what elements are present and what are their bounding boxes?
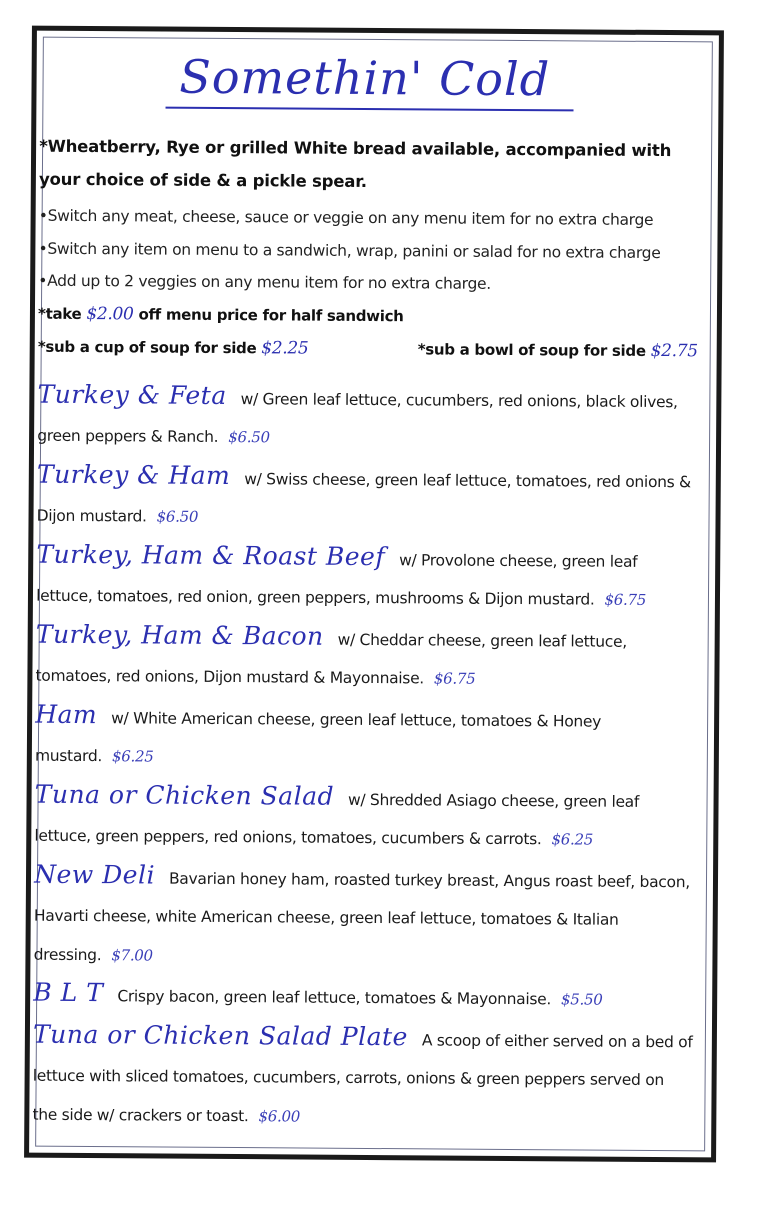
item-name: Tuna or Chicken Salad Plate <box>32 1019 408 1051</box>
menu-item <box>36 535 697 620</box>
rule-item: •Switch any meat, cheese, sauce or veggie on any menu item for no extra charge <box>38 206 654 229</box>
cup-soup-price: $2.25 <box>261 337 309 359</box>
item-price: $6.75 <box>433 669 476 688</box>
menu-item <box>37 455 698 540</box>
half-note-suffix: off menu price for half sandwich <box>133 304 404 325</box>
item-description: w/ Green leaf lettuce, cucumbers, red onions, black olives, green peppers & Ranch. <box>37 389 678 446</box>
menu-item <box>32 1015 693 1138</box>
half-note-prefix: *take <box>38 304 87 323</box>
item-name: Tuna or Chicken Salad <box>34 779 335 811</box>
item-description: Bavarian honey ham, roasted turkey breast, Angus roast beef, bacon, Havarti cheese, white American cheese, green leaf lettuce, tomatoes & Italian dressing. <box>33 869 690 964</box>
menu-items <box>32 375 697 1138</box>
pricing-notes <box>38 297 698 368</box>
menu-item <box>35 615 696 700</box>
half-sandwich-note <box>38 297 698 335</box>
item-price: $6.75 <box>604 590 647 609</box>
item-price: $6.50 <box>228 428 270 447</box>
item-price: $7.00 <box>111 945 153 965</box>
item-price: $6.00 <box>258 1106 301 1126</box>
item-description: A scoop of either served on a bed of lettuce with sliced tomatoes, cucumbers, carrots, onions & green peppers served on the side w/ crackers or toast. <box>32 1030 693 1125</box>
bowl-soup-price: $2.75 <box>650 340 698 361</box>
item-description: w/ Provolone cheese, green leaf lettuce, tomatoes, red onion, green peppers, mushrooms & Dijon mustard. <box>36 550 638 609</box>
item-name: Turkey & Feta <box>37 379 227 410</box>
menu-item <box>33 855 694 978</box>
title-area <box>39 46 700 129</box>
item-name: B L T <box>33 977 104 1008</box>
menu-item <box>34 775 695 860</box>
item-description: w/ Swiss cheese, green leaf lettuce, tomatoes, red onions & Dijon mustard. <box>36 469 691 526</box>
bowl-soup-note <box>418 333 698 368</box>
menu-item <box>35 695 696 780</box>
cup-soup-label: *sub a cup of soup for side <box>37 337 262 357</box>
page-title: Somethin' Cold <box>165 47 574 112</box>
item-description: w/ Shredded Asiago cheese, green leaf lettuce, green peppers, red onions, tomatoes, cucumbers & carrots. <box>34 790 640 849</box>
soup-notes <box>38 330 698 368</box>
item-price: $6.25 <box>111 747 154 766</box>
half-note-price: $2.00 <box>86 303 134 324</box>
item-name: New Deli <box>34 859 156 890</box>
item-name: Turkey, Ham & Bacon <box>35 619 324 651</box>
rule-item: •Switch any item on menu to a sandwich, wrap, panini or salad for no extra charge <box>38 239 661 262</box>
item-name: Turkey & Ham <box>36 459 231 490</box>
menu-item <box>33 974 693 1020</box>
bread-note: *Wheatberry, Rye or grilled White bread available, accompanied with your choice of side & a pickle spear. <box>38 136 672 191</box>
item-description: w/ Cheddar cheese, green leaf lettuce, tomatoes, red onions, Dijon mustard & Mayonnaise. <box>35 630 627 688</box>
menu-item <box>37 375 698 460</box>
menu-content <box>32 38 700 1139</box>
switch-rules <box>38 200 699 302</box>
item-description: w/ White American cheese, green leaf lettuce, tomatoes & Honey mustard. <box>34 708 602 766</box>
item-price: $6.25 <box>551 830 594 849</box>
cup-soup-note <box>38 330 309 365</box>
bowl-soup-label: *sub a bowl of soup for side <box>417 339 651 360</box>
item-name: Turkey, Ham & Roast Beef <box>36 539 386 571</box>
item-description: Crispy bacon, green leaf lettuce, tomatoes & Mayonnaise. <box>117 987 552 1009</box>
rule-item: •Add up to 2 veggies on any menu item for no extra charge. <box>38 271 491 293</box>
item-price: $5.50 <box>560 990 603 1009</box>
item-price: $6.50 <box>156 507 199 526</box>
item-name: Ham <box>35 699 98 729</box>
